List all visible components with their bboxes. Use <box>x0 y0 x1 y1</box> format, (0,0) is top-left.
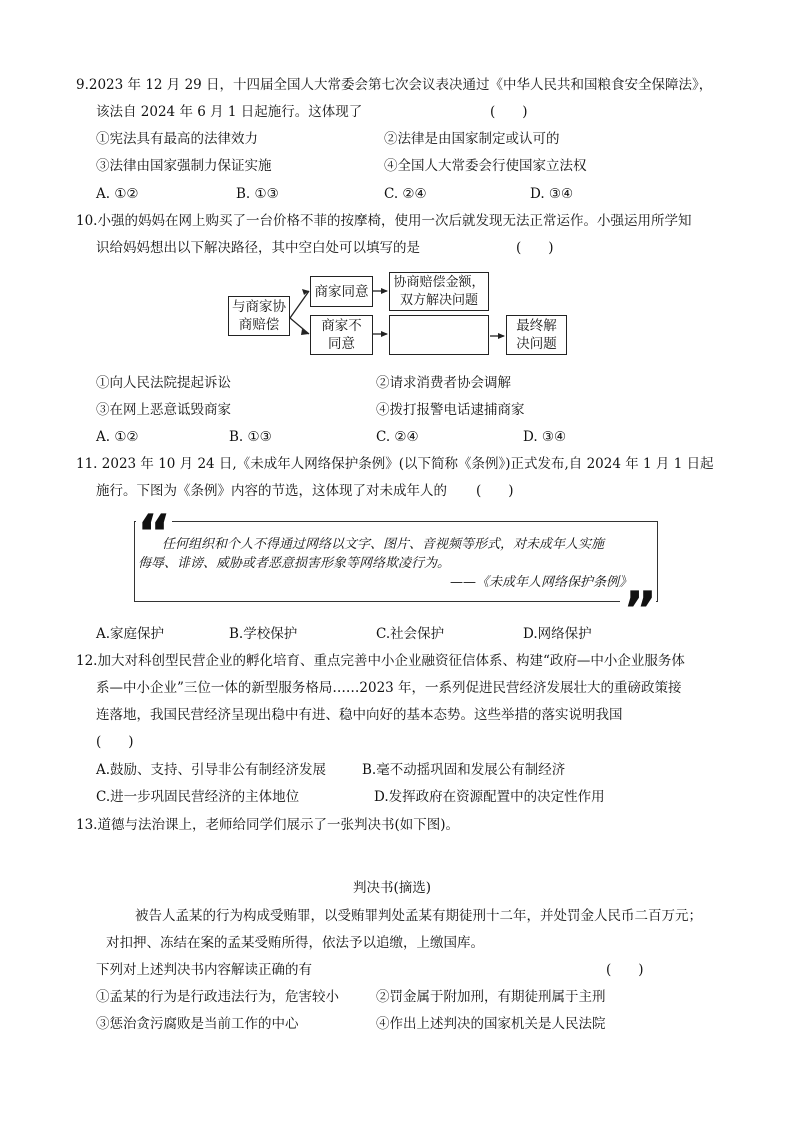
q9-option-1: ①宪法具有最高的法律效力 <box>96 131 258 147</box>
flow-resolve-line1: 协商赔偿金额， <box>393 274 485 290</box>
q9-choice-a[interactable]: A. ①② <box>96 186 139 202</box>
flow-resolve-line2: 双方解决问题 <box>399 292 478 308</box>
q10-stem-line2: 识给妈妈想出以下解决路径，其中空白处可以填写的是 <box>96 240 420 256</box>
q9-stem-line1: 9.2023 年 12 月 29 日，十四届全国人大常委会第七次会议表决通过《中华人民共和国粮食安全保障法》， <box>76 77 713 93</box>
q9-option-4: ④全国人大常委会行使国家立法权 <box>384 158 587 174</box>
q13-stem-line1: 13.道德与法治课上，老师给同学们展示了一张判决书(如下图)。 <box>76 817 460 833</box>
q12-choice-b[interactable]: B.毫不动摇巩固和发展公有制经济 <box>362 762 566 778</box>
regulation-quote-line1: 任何组织和个人不得通过网络以文字、图片、音视频等形式，对未成年人实施 <box>162 537 605 552</box>
q12-stem-line3: 连落地，我国民营经济呈现出稳中有进、稳中向好的基本态势。这些举措的落实说明我国 <box>96 707 623 723</box>
flow-merchant-agree-box <box>310 276 373 307</box>
q9-choice-c[interactable]: C. ②④ <box>384 186 427 202</box>
q13-answer-blank[interactable]: ( ) <box>606 962 644 978</box>
flow-merchant-disagree-line1: 商家不 <box>321 318 362 334</box>
judgment-line1: 被告人孟某的行为构成受贿罪，以受贿罪判处孟某有期徒刑十二年，并处罚金人民币二百万元； <box>135 908 702 924</box>
judgment-title: 判决书(摘选) <box>353 880 432 896</box>
regulation-quote-line2: 侮辱、诽谤、威胁或者恶意损害形象等网络欺凌行为。 <box>138 556 451 571</box>
q9-option-3: ③法律由国家强制力保证实施 <box>96 158 272 174</box>
q11-choice-c[interactable]: C.社会保护 <box>376 626 445 642</box>
flow-final-box <box>506 315 567 355</box>
q9-answer-blank[interactable]: ( ) <box>490 104 528 120</box>
q11-choice-a[interactable]: A.家庭保护 <box>96 626 165 642</box>
flow-negotiate-line1: 与商家协 <box>232 299 286 315</box>
q11-choice-d[interactable]: D.网络保护 <box>523 626 592 642</box>
close-quote-icon: ” <box>623 581 658 641</box>
flow-negotiate-line2: 商赔偿 <box>238 317 280 333</box>
q10-choice-a[interactable]: A. ①② <box>96 429 139 445</box>
flow-merchant-disagree-line2: 同意 <box>328 336 355 352</box>
flow-final-line2: 决问题 <box>516 336 557 352</box>
q9-choice-b[interactable]: B. ①③ <box>236 186 279 202</box>
q9-option-2: ②法律是由国家制定或认可的 <box>384 131 560 147</box>
flow-negotiate-box <box>228 296 290 336</box>
q13-question-stem: 下列对上述判决书内容解读正确的有 <box>96 962 312 978</box>
flow-merchant-agree-label: 商家同意 <box>314 283 369 300</box>
q13-option-1: ①孟某的行为是行政违法行为，危害较小 <box>96 989 339 1005</box>
q12-choice-a[interactable]: A.鼓励、支持、引导非公有制经济发展 <box>96 762 327 778</box>
q12-stem-line2: 系—中小企业”三位一体的新型服务格局……2023 年，一系列促进民营经济发展壮大的重磅政策接 <box>96 680 682 696</box>
q11-choice-b[interactable]: B.学校保护 <box>229 626 298 642</box>
q13-option-3: ③惩治贪污腐败是当前工作的中心 <box>96 1016 299 1032</box>
q10-answer-blank[interactable]: ( ) <box>516 240 554 256</box>
flow-resolve-box <box>389 272 489 311</box>
flow-blank-box[interactable] <box>389 315 489 355</box>
q10-option-3: ③在网上恶意诋毁商家 <box>96 402 231 418</box>
q9-stem-line2: 该法自 2024 年 6 月 1 日起施行。这体现了 <box>96 104 363 120</box>
q10-stem-line1: 10.小强的妈妈在网上购买了一台价格不菲的按摩椅，使用一次后就发现无法正常运作。小强运用所学知 <box>76 213 692 229</box>
q10-option-2: ②请求消费者协会调解 <box>376 375 511 391</box>
flow-final-line1: 最终解 <box>516 318 557 334</box>
q10-choice-d[interactable]: D. ③④ <box>523 429 567 445</box>
open-quote-icon: “ <box>137 504 172 564</box>
q13-option-2: ②罚金属于附加刑，有期徒刑属于主刑 <box>376 989 606 1005</box>
q12-choice-d[interactable]: D.发挥政府在资源配置中的决定性作用 <box>374 789 605 805</box>
q10-option-4: ④拨打报警电话逮捕商家 <box>376 402 525 418</box>
regulation-quote-source: ——《未成年人网络保护条例》 <box>450 575 633 590</box>
q9-choice-d[interactable]: D. ③④ <box>530 186 574 202</box>
q10-choice-b[interactable]: B. ①③ <box>229 429 272 445</box>
q12-choice-c[interactable]: C.进一步巩固民营经济的主体地位 <box>96 789 300 805</box>
q13-option-4: ④作出上述判决的国家机关是人民法院 <box>376 1016 606 1032</box>
q10-option-1: ①向人民法院提起诉讼 <box>96 375 231 391</box>
q11-stem-line2: 施行。下图为《条例》内容的节选，这体现了对未成年人的 <box>96 483 447 499</box>
q12-answer-blank[interactable]: ( ) <box>96 734 134 750</box>
q10-choice-c[interactable]: C. ②④ <box>376 429 419 445</box>
flow-merchant-disagree-box <box>310 315 373 355</box>
q12-stem-line1: 12.加大对科创型民营企业的孵化培育、重点完善中小企业融资征信体系、构建“政府—中小企业服务体 <box>76 653 685 669</box>
judgment-line2: 对扣押、冻结在案的孟某受贿所得，依法予以追缴，上缴国库。 <box>106 935 484 951</box>
q11-stem-line1: 11. 2023 年 10 月 24 日,《未成年人网络保护条例》(以下简称《条例》)正式发布,自 2024 年 1 月 1 日起 <box>76 456 714 472</box>
q11-answer-blank[interactable]: ( ) <box>476 483 514 499</box>
